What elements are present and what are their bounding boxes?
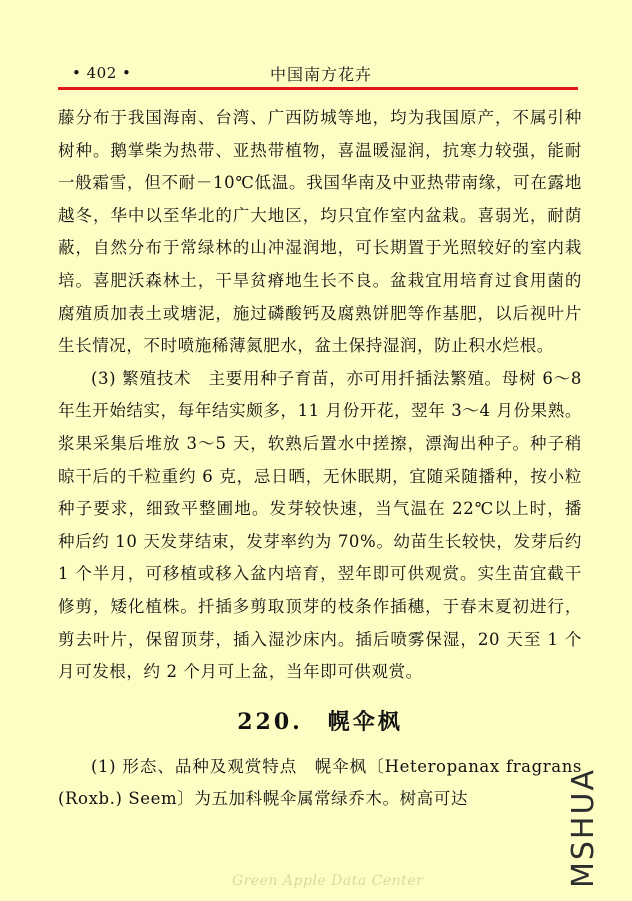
page-number: • 402 • [72,64,132,82]
side-watermark: MSHUA [566,768,601,888]
section-heading: 220. 幌伞枫 [237,708,403,735]
running-title: 中国南方花卉 [270,65,373,84]
paragraph-propagation: (3) 繁殖技术 主要用种子育苗，亦可用扦插法繁殖。母树 6～8 年生开始结实，每年结实颇多，11 月份开花，翌年 3～4 月份果熟。浆果采集后堆放 3～5 天，软熟后置水中搓擦，漂淘出种子。种子稍晾干后的千粒重约 6 克，忌日晒，无休眠期，宜随采随播种，按小粒种子要求，细致平整圃地。发芽较快速，当气温在 22℃以上时，播种后约 10 天发芽结束，发芽率约为 70%。幼苗生长较快，发芽后约 1 个半月，可移植或移入盆内培育，翌年即可供观赏。实生苗宜截干修剪，矮化植株。扦插多剪取顶芽的枝条作插穗，于春末夏初进行，剪去叶片，保留顶芽，插入湿沙床内。插后喷雾保湿，20 天至 1 个月可发根，约 2 个月可上盆，当年即可供观赏。 [58,368,582,682]
paragraph-morphology: (1) 形态、品种及观赏特点 幌伞枫〔Heteropanax fragrans (Roxb.) Seem〕为五加科幌伞属常绿乔木。树高可达 [58,756,582,809]
header-rule [58,87,578,90]
paragraph-continued: 藤分布于我国海南、台湾、广西防城等地，均为我国原产，不属引种树种。鹅掌柴为热带、亚热带植物，喜温暖湿润，抗寒力较强，能耐一般霜雪，但不耐－10℃低温。我国华南及中亚热带南缘，可在露地越冬，华中以至华北的广大地区，均只宜作室内盆栽。喜弱光，耐荫蔽，自然分布于常绿林的山冲湿润地，可长期置于光照较好的室内栽培。喜肥沃森林土，干旱贫瘠地生长不良。盆栽宜用培育过食用菌的腐殖质加表土或塘泥，施过磷酸钙及腐熟饼肥等作基肥，以后视叶片生长情况，不时喷施稀薄氮肥水，盆土保持湿润，防止积水烂根。 [58,108,582,356]
body-text [58,102,582,816]
bottom-watermark: Green Apple Data Center [232,873,424,889]
page-header [58,62,576,88]
